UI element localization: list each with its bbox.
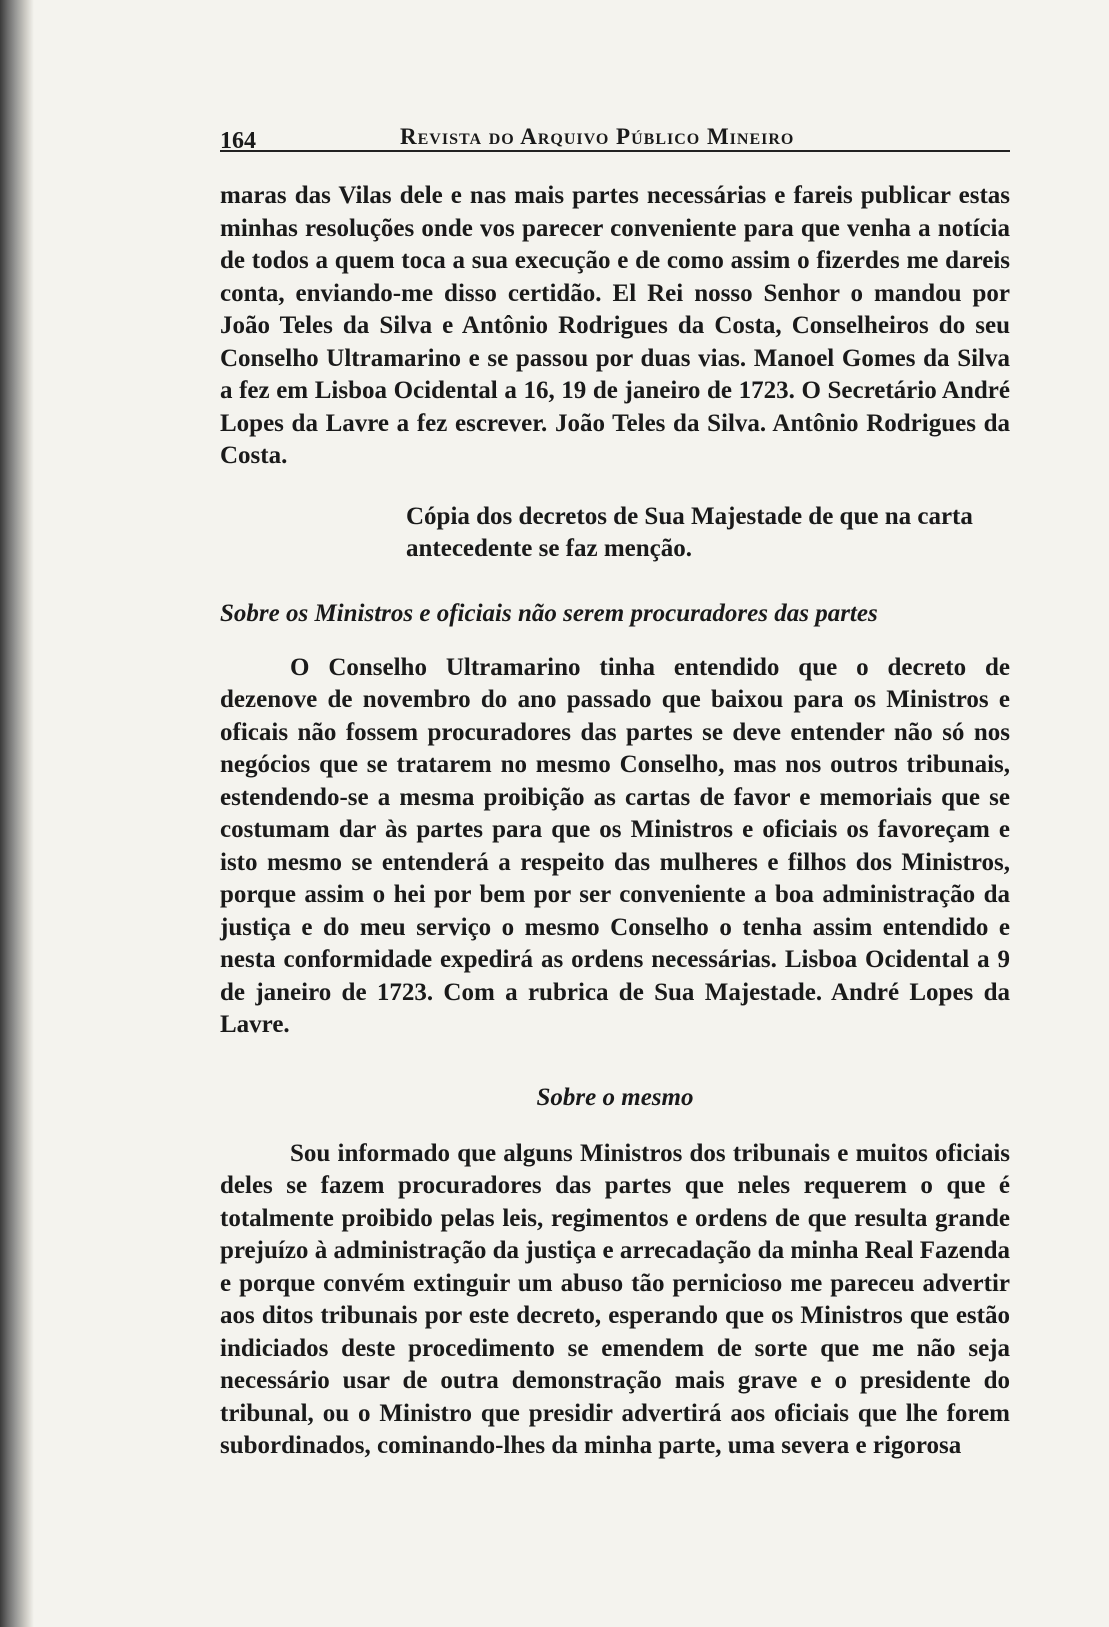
decree-copy-caption: Cópia dos decretos de Sua Majestade de que na carta antecedente se faz menção. — [406, 502, 973, 562]
page-header — [220, 110, 1010, 152]
running-title: Revista do Arquivo Público Mineiro — [400, 124, 795, 149]
section-heading-ministers: Sobre os Ministros e oficiais não serem procuradores das partes — [220, 599, 878, 627]
paragraph-council-decree: O Conselho Ultramarino tinha entendido que o decreto de dezenove de novembro do ano passado que baixou para os Ministros e oficais não fossem procuradores das partes se deve entender não só nos negócios que se tratarem no mesmo Conselho, mas nos outros tribunais, estendendo-se a mesma proibição as cartas de favor e memoriais que se costumam dar às partes para que os Ministros e oficiais os favoreçam e isto mesmo se entenderá a respeito das mulheres e filhos dos Ministros, porque assim o hei por bem por ser conveniente a boa administração da justiça e do meu serviço o mesmo Conselho o tenha assim entendido e nesta conformidade expedirá as ordens necessárias. Lisboa Ocidental a 9 de janeiro de 1723. Com a rubrica de Sua Majestade. André Lopes da Lavre. — [220, 653, 1010, 1038]
paragraph-continuation: maras das Vilas dele e nas mais partes necessárias e fareis publicar estas minhas resoluções onde vos parecer conveniente para que venha a notícia de todos a quem toca a sua execução e de como assim o fizerdes me dareis conta, enviando-me disso certidão. El Rei nosso Senhor o mandou por João Teles da Silva e Antônio Rodrigues da Costa, Conselheiros do seu Conselho Ultramarino e se passou por duas vias. Manoel Gomes da Silva a fez em Lisboa Ocidental a 16, 19 de janeiro de 1723. O Secretário André Lopes da Lavre a fez escrever. João Teles da Silva. Antônio Rodrigues da Costa. — [220, 182, 1010, 469]
section-heading-same: Sobre o mesmo — [536, 1083, 694, 1111]
book-binding-edge — [0, 0, 34, 1627]
paragraph-informed: Sou informado que alguns Ministros dos tribunais e muitos oficiais deles se fazem procuradores das partes que neles requerem o que é totalmente proibido pelas leis, regimentos e ordens de que resulta grande prejuízo à administração da justiça e arrecadação da minha Real Fazenda e porque convém extinguir um abuso tão pernicioso me pareceu advertir aos ditos tribunais por este decreto, esperando que os Ministros que estão indiciados deste procedimento se emendem de sorte que me não seja necessário usar de outra demonstração mais grave e o presidente do tribunal, ou o Ministro que presidir advertirá aos oficiais que lhe forem subordinados, cominando-lhes da minha parte, uma severa e rigorosa — [220, 1139, 1010, 1459]
page-number: 164 — [220, 128, 256, 154]
book-page — [220, 110, 1010, 1463]
